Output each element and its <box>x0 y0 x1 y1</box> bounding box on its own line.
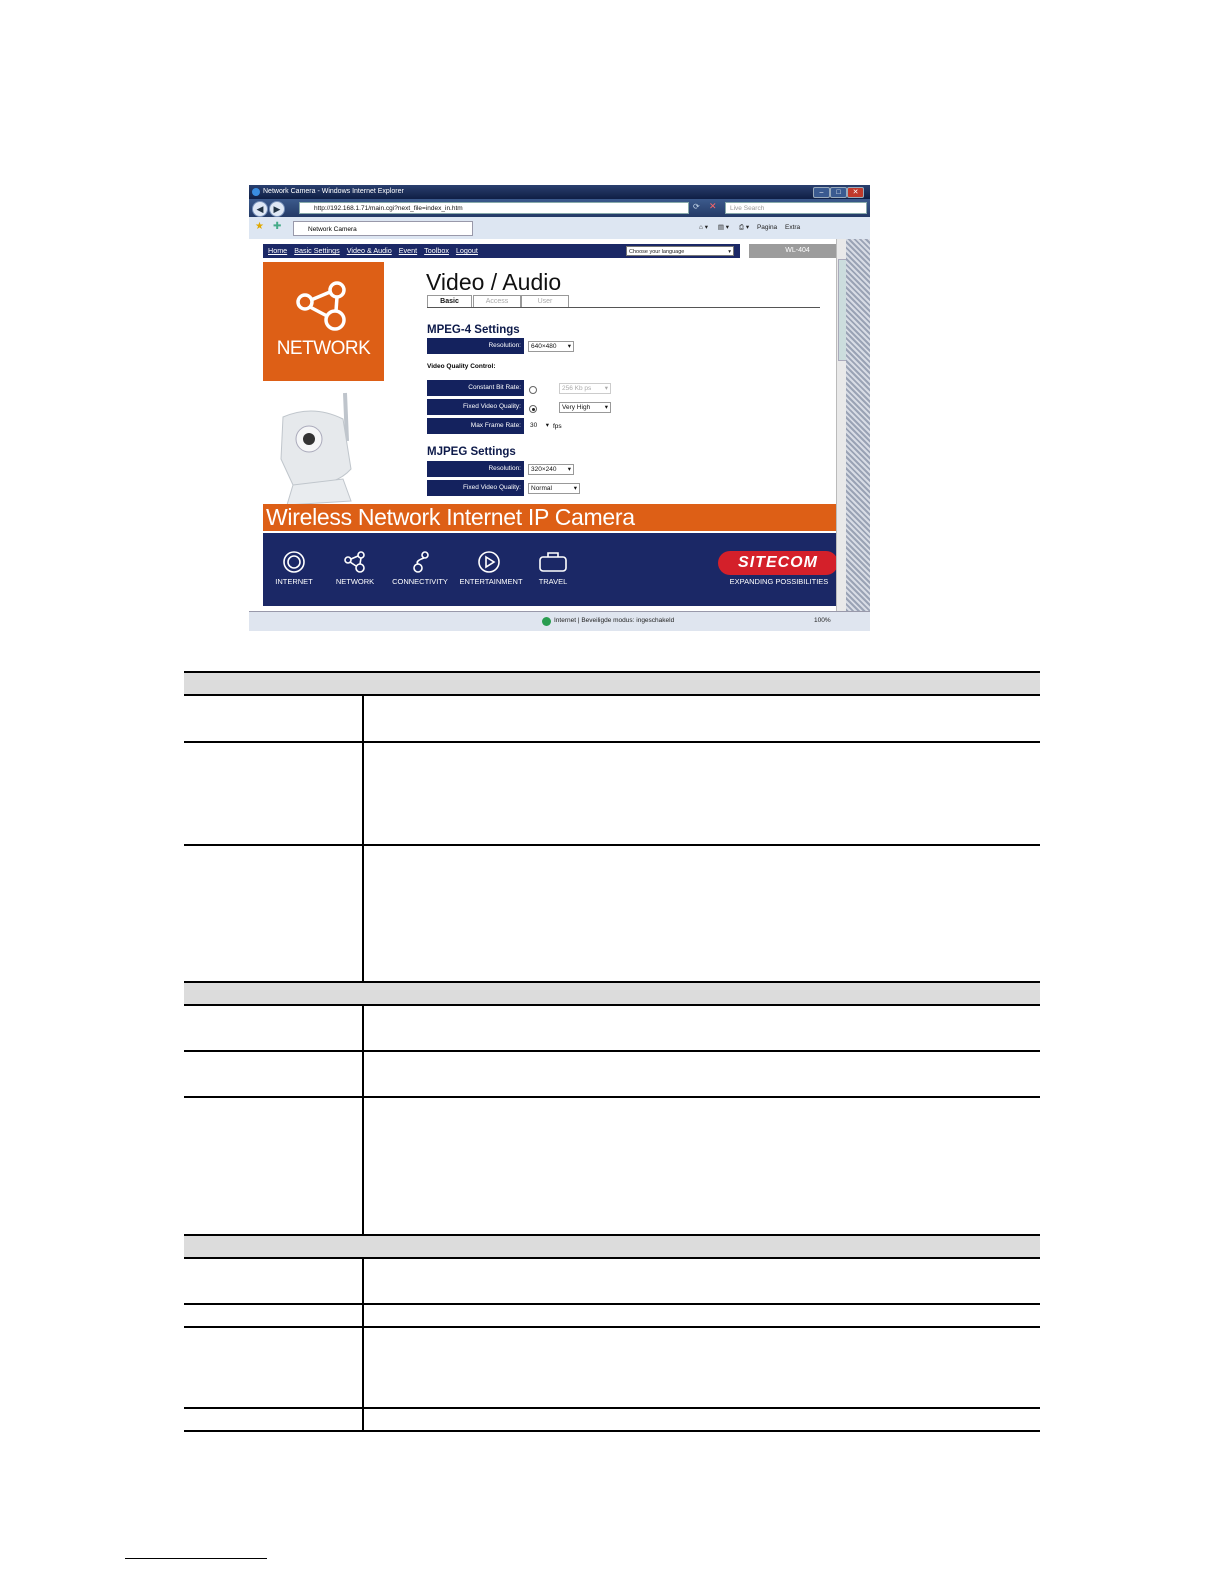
mpeg4-resolution-value: 640×480 <box>531 343 557 350</box>
page-title: Video / Audio <box>426 269 562 295</box>
feeds-icon[interactable]: ▤ ▾ <box>717 224 730 231</box>
tab-user[interactable]: User <box>521 295 569 307</box>
max-frame-rate-label: Max Frame Rate: <box>427 418 524 434</box>
internet-icon <box>283 551 305 573</box>
chevron-down-icon: ▾ <box>545 422 549 429</box>
web-menu-bar <box>263 244 740 258</box>
footer-connectivity: CONNECTIVITY <box>392 577 448 586</box>
frame-rate-select[interactable] <box>528 421 549 432</box>
table-rule <box>184 1004 1040 1006</box>
mpeg4-quality-select[interactable] <box>559 402 611 413</box>
globe-icon <box>542 617 551 626</box>
refresh-icon[interactable]: ⟳ <box>693 202 700 211</box>
mpeg4-resolution-label: Resolution: <box>427 338 524 354</box>
network-small-icon <box>344 551 366 573</box>
menu-event[interactable]: Event <box>398 246 418 255</box>
home-icon[interactable]: ⌂ ▾ <box>699 224 708 231</box>
add-favorites-icon[interactable]: ✚ <box>273 221 282 232</box>
video-quality-control-label: Video Quality Control: <box>427 363 496 370</box>
constant-bit-rate-label: Constant Bit Rate: <box>427 380 524 396</box>
browser-screenshot <box>249 185 870 631</box>
table-rule <box>184 671 1040 673</box>
page-menu[interactable]: Pagina <box>756 224 778 231</box>
table-rule <box>184 741 1040 743</box>
mpeg4-resolution-select[interactable] <box>528 341 574 352</box>
page-content <box>249 239 836 611</box>
title-bar <box>249 185 870 199</box>
search-field[interactable]: Live Search <box>725 202 867 214</box>
back-icon[interactable]: ◀ <box>252 201 268 217</box>
chevron-down-icon: ▾ <box>604 404 608 411</box>
mjpeg-resolution-value: 320×240 <box>531 466 557 473</box>
tab-basic[interactable]: Basic <box>427 295 472 307</box>
network-tile <box>263 262 384 381</box>
table-section-header <box>184 983 1040 1004</box>
status-text: Internet | Beveiligde modus: ingeschakeld <box>554 617 675 624</box>
chevron-down-icon: ▾ <box>728 249 731 255</box>
settings-tabs <box>427 295 820 308</box>
cbr-value: 256 Kb ps <box>562 385 592 392</box>
toolbar-right <box>699 221 800 235</box>
column-divider <box>362 1259 364 1430</box>
entertainment-icon <box>478 551 500 573</box>
status-bar <box>249 611 870 631</box>
window-border-pattern <box>846 239 870 611</box>
extra-menu[interactable]: Extra <box>785 224 801 231</box>
connectivity-icon <box>411 551 433 573</box>
cbr-select[interactable] <box>559 383 611 394</box>
menu-home[interactable]: Home <box>268 246 288 255</box>
mpeg4-heading: MPEG-4 Settings <box>427 324 520 336</box>
footer-network: NETWORK <box>335 577 375 586</box>
table-rule <box>184 1234 1040 1236</box>
chevron-down-icon: ▾ <box>567 466 571 473</box>
footer-internet: INTERNET <box>275 577 313 586</box>
table-rule <box>184 981 1040 983</box>
window-title: Network Camera - Windows Internet Explorer <box>263 188 404 195</box>
tab-access[interactable]: Access <box>473 295 521 307</box>
close-button[interactable]: ✕ <box>847 187 864 198</box>
stop-icon[interactable]: ✕ <box>709 201 717 211</box>
chevron-down-icon: ▾ <box>567 343 571 350</box>
table-rule <box>184 1430 1040 1432</box>
table-rule <box>184 1407 1040 1409</box>
model-badge: WL-404 <box>749 244 846 258</box>
language-select[interactable] <box>626 246 734 256</box>
cbr-radio[interactable] <box>529 386 537 394</box>
table-rule <box>184 1257 1040 1259</box>
table-rule <box>184 844 1040 846</box>
product-banner <box>263 504 846 531</box>
mpeg4-quality-value: Very High <box>562 404 591 411</box>
table-rule <box>184 1303 1040 1305</box>
table-section-header <box>184 1236 1040 1257</box>
ie-icon <box>252 188 260 196</box>
table-rule <box>184 1050 1040 1052</box>
mjpeg-quality-select[interactable] <box>528 483 580 494</box>
menu-toolbox[interactable]: Toolbox <box>424 246 449 255</box>
network-icon <box>293 278 353 336</box>
language-select-value: Choose your language <box>629 249 685 255</box>
footnote-rule <box>125 1558 267 1559</box>
sitecom-logo: SITECOM <box>718 551 838 575</box>
mjpeg-resolution-select[interactable] <box>528 464 574 475</box>
fvq-radio[interactable] <box>529 405 537 413</box>
url-field[interactable]: http://192.168.1.71/main.cgi?next_file=index_in.htm <box>299 202 689 214</box>
tab-label: Network Camera <box>308 226 357 233</box>
camera-image <box>273 389 363 507</box>
footer-travel: TRAVEL <box>538 577 568 586</box>
network-label: NETWORK <box>276 338 371 359</box>
brand-tagline: EXPANDING POSSIBILITIES <box>729 577 829 586</box>
fixed-video-quality-label: Fixed Video Quality: <box>427 399 524 415</box>
column-divider <box>362 1006 364 1234</box>
mjpeg-quality-value: Normal <box>531 485 552 492</box>
favorites-star-icon[interactable]: ★ <box>255 221 264 232</box>
column-divider <box>362 696 364 981</box>
browser-tab[interactable] <box>293 221 473 236</box>
footer-entertainment: ENTERTAINMENT <box>459 577 523 586</box>
menu-basic-settings[interactable]: Basic Settings <box>294 246 340 255</box>
mjpeg-quality-label: Fixed Video Quality: <box>427 480 524 496</box>
maximize-button[interactable]: □ <box>830 187 847 198</box>
menu-video-audio[interactable]: Video & Audio <box>346 246 392 255</box>
travel-icon <box>538 551 568 573</box>
tab-bar <box>249 217 870 240</box>
mjpeg-heading: MJPEG Settings <box>427 446 516 458</box>
fps-label: fps <box>553 423 562 430</box>
frame-rate-value: 30 <box>530 422 538 429</box>
table-rule <box>184 1326 1040 1328</box>
chevron-down-icon: ▾ <box>604 385 608 392</box>
minimize-button[interactable]: – <box>813 187 830 198</box>
table-rule <box>184 1096 1040 1098</box>
mjpeg-resolution-label: Resolution: <box>427 461 524 477</box>
print-icon[interactable]: ⎙ ▾ <box>738 224 750 231</box>
table-section-header <box>184 673 1040 694</box>
table-rule <box>184 694 1040 696</box>
brand-footer <box>263 533 846 606</box>
menu-logout[interactable]: Logout <box>455 246 478 255</box>
chevron-down-icon: ▾ <box>573 485 577 492</box>
address-bar <box>249 199 870 217</box>
forward-icon[interactable]: ▶ <box>269 201 285 217</box>
banner-text: Wireless Network Internet IP Camera <box>266 504 635 530</box>
zoom-level[interactable]: 100% <box>814 617 831 624</box>
